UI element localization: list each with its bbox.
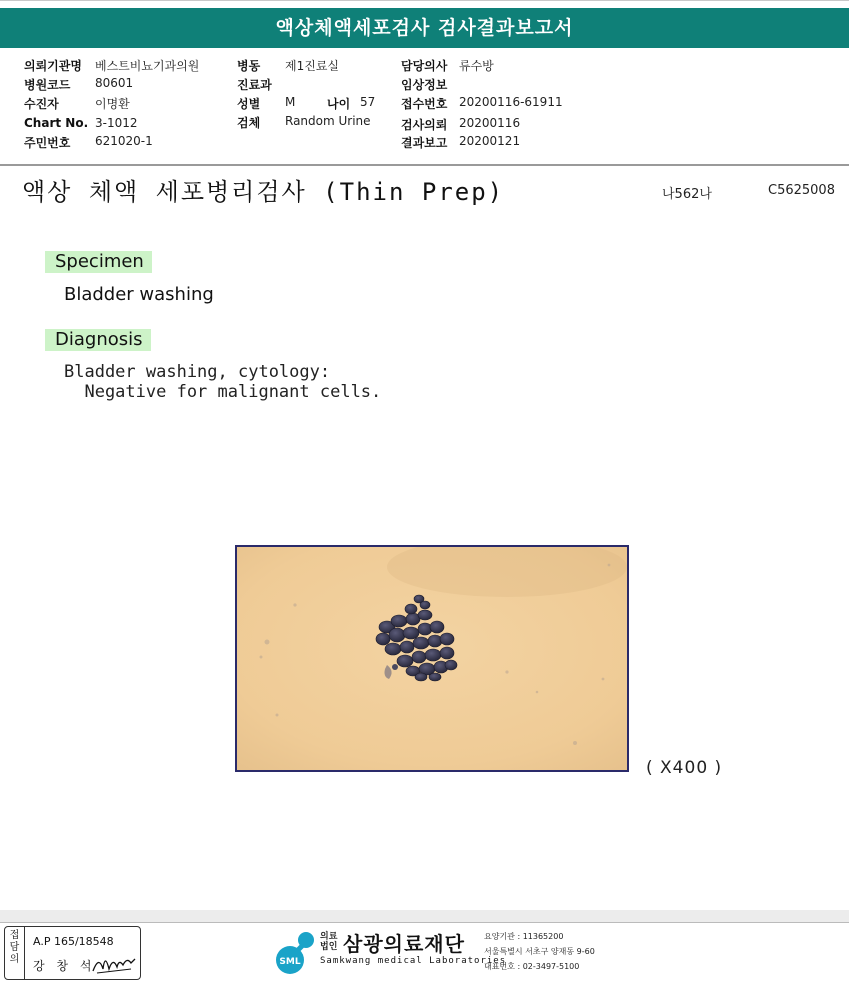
patient-name-label: 수진자 [24, 97, 59, 111]
doctor-value: 류수방 [459, 59, 494, 73]
pathologist-stamp [4, 926, 141, 980]
patient-name-value: 이명환 [95, 97, 130, 111]
report-date-label: 결과보고 [401, 136, 448, 150]
top-border [0, 0, 849, 5]
age-value: 57 [360, 95, 376, 109]
cytology-micrograph [235, 545, 629, 772]
chart-no-value: 3-1012 [95, 116, 138, 130]
specimen-type-value: Random Urine [285, 114, 371, 128]
clinical-info-label: 임상정보 [401, 78, 448, 92]
sex-label: 성별 [237, 97, 261, 111]
ward-label: 병동 [237, 59, 261, 73]
department-label: 진료과 [237, 78, 272, 92]
doctor-label: 담당의사 [401, 59, 448, 73]
stamp-side-label [5, 927, 25, 979]
footer-divider [0, 922, 849, 923]
stamp-side-text: 접 담 의 [9, 930, 20, 965]
organization-name: 삼광의료재단 [343, 932, 465, 956]
resident-no-value: 621020-1 [95, 134, 153, 148]
hospital-code-value: 80601 [95, 76, 134, 90]
organization-name-english: Samkwang medical Laboratories [320, 956, 507, 966]
pathology-number: A.P 165/18548 [33, 935, 114, 948]
specimen-heading: Specimen [45, 251, 152, 273]
diagnosis-line-1: Bladder washing, cytology: [64, 362, 331, 382]
accession-no-value: 20200116-61911 [459, 95, 563, 109]
test-code-secondary: C5625008 [768, 183, 835, 198]
sex-value: M [285, 95, 296, 109]
organization-address: 서울특별시 서초구 양재동 9-60 [484, 947, 595, 956]
sml-logo-icon [268, 928, 318, 978]
diagnosis-text [64, 362, 381, 402]
test-code-primary: 나562나 [662, 187, 712, 202]
specimen-type-label: 검체 [237, 116, 261, 130]
resident-no-label: 주민번호 [24, 136, 71, 150]
micrograph-image [237, 547, 627, 770]
chart-no-label: Chart No. [24, 116, 89, 130]
ward-value: 제1진료실 [285, 59, 340, 73]
patient-info-block [0, 52, 849, 164]
pathologist-name: 강 창 석 [33, 959, 96, 973]
footer-band [0, 910, 849, 922]
report-date-value: 20200121 [459, 134, 521, 148]
provider-code: 요양기관 : 11365200 [484, 932, 564, 941]
specimen-text: Bladder washing [64, 284, 214, 305]
test-name: 액상 체액 세포병리검사 (Thin Prep) [22, 178, 505, 206]
request-date-label: 검사의뢰 [401, 118, 448, 132]
magnification-label: ( X400 ) [646, 758, 723, 778]
header-divider [0, 164, 849, 166]
diagnosis-heading: Diagnosis [45, 329, 151, 351]
organization-phone: 대표번호 : 02-3497-5100 [484, 962, 580, 971]
request-date-value: 20200116 [459, 116, 521, 130]
institution-value: 베스트비뇨기과의원 [95, 59, 200, 73]
logo-abbr: SML [279, 957, 301, 967]
diagnosis-line-2: Negative for malignant cells. [64, 382, 382, 402]
logo-small-text: 의료 법인 [320, 932, 338, 952]
age-label: 나이 [327, 97, 351, 111]
report-title-banner: 액상체액세포검사 검사결과보고서 [0, 8, 849, 48]
hospital-code-label: 병원코드 [24, 78, 71, 92]
accession-no-label: 접수번호 [401, 97, 448, 111]
signature-icon [91, 949, 137, 977]
institution-label: 의뢰기관명 [24, 59, 82, 73]
